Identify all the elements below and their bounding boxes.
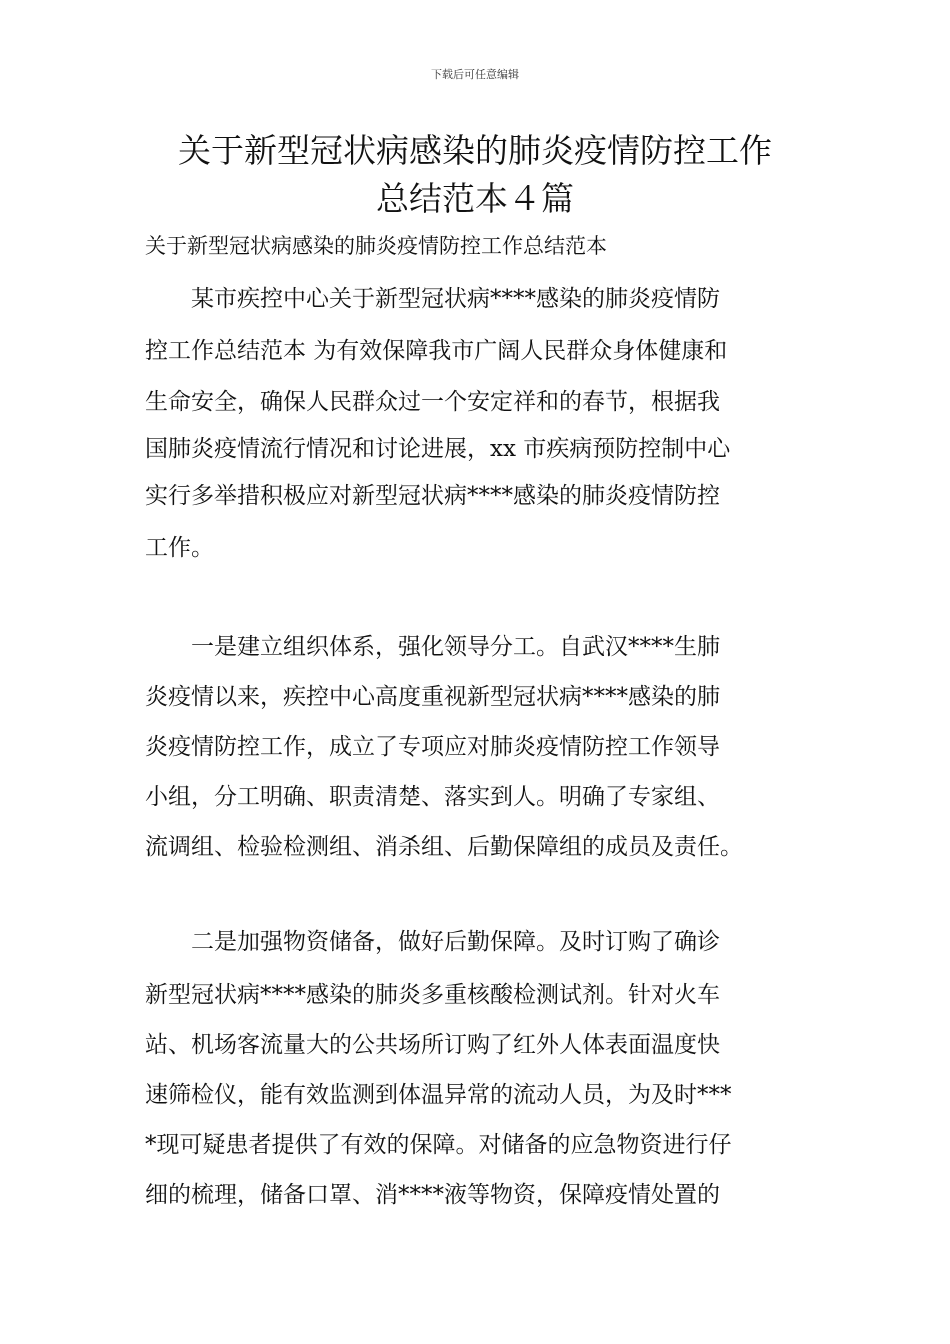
document-title-line-1: 关于新型冠状病感染的肺炎疫情防控工作	[178, 131, 772, 170]
paragraph-line: 国肺炎疫情流行情况和讨论进展，xx 市疾病预防控制中心	[145, 436, 731, 462]
paragraph-line: 控工作总结范本 为有效保障我市广阔人民群众身体健康和	[145, 338, 728, 364]
paragraph-line: 细的梳理，储备口罩、消****液等物资，保障疫情处置的	[145, 1182, 720, 1208]
paragraph-line: 新型冠状病****感染的肺炎多重核酸检测试剂。针对火车	[145, 982, 720, 1008]
paragraph-line: 二是加强物资储备，做好后勤保障。及时订购了确诊	[145, 929, 720, 955]
header-note: 下载后可任意编辑	[431, 68, 519, 81]
paragraph-line: 速筛检仪，能有效监测到体温异常的流动人员，为及时***	[145, 1082, 732, 1108]
paragraph-line: 实行多举措积极应对新型冠状病****感染的肺炎疫情防控	[145, 483, 720, 509]
paragraph-line: 某市疾控中心关于新型冠状病****感染的肺炎疫情防	[145, 286, 720, 312]
paragraph-line: 站、机场客流量大的公共场所订购了红外人体表面温度快	[145, 1032, 720, 1058]
document-subtitle: 关于新型冠状病感染的肺炎疫情防控工作总结范本	[145, 234, 607, 258]
paragraph-line: 工作。	[145, 535, 214, 561]
paragraph-line: 炎疫情以来，疾控中心高度重视新型冠状病****感染的肺	[145, 684, 720, 710]
paragraph-line: *现可疑患者提供了有效的保障。对储备的应急物资进行仔	[145, 1132, 732, 1158]
paragraph-line: 流调组、检验检测组、消杀组、后勤保障组的成员及责任。	[145, 834, 743, 860]
paragraph-line: 小组，分工明确、职责清楚、落实到人。明确了专家组、	[145, 784, 720, 810]
paragraph-line: 生命安全，确保人民群众过一个安定祥和的春节，根据我	[145, 389, 720, 415]
paragraph-line: 一是建立组织体系，强化领导分工。自武汉****生肺	[145, 634, 720, 660]
document-title-line-2: 总结范本４篇	[376, 179, 574, 218]
paragraph-line: 炎疫情防控工作，成立了专项应对肺炎疫情防控工作领导	[145, 734, 720, 760]
